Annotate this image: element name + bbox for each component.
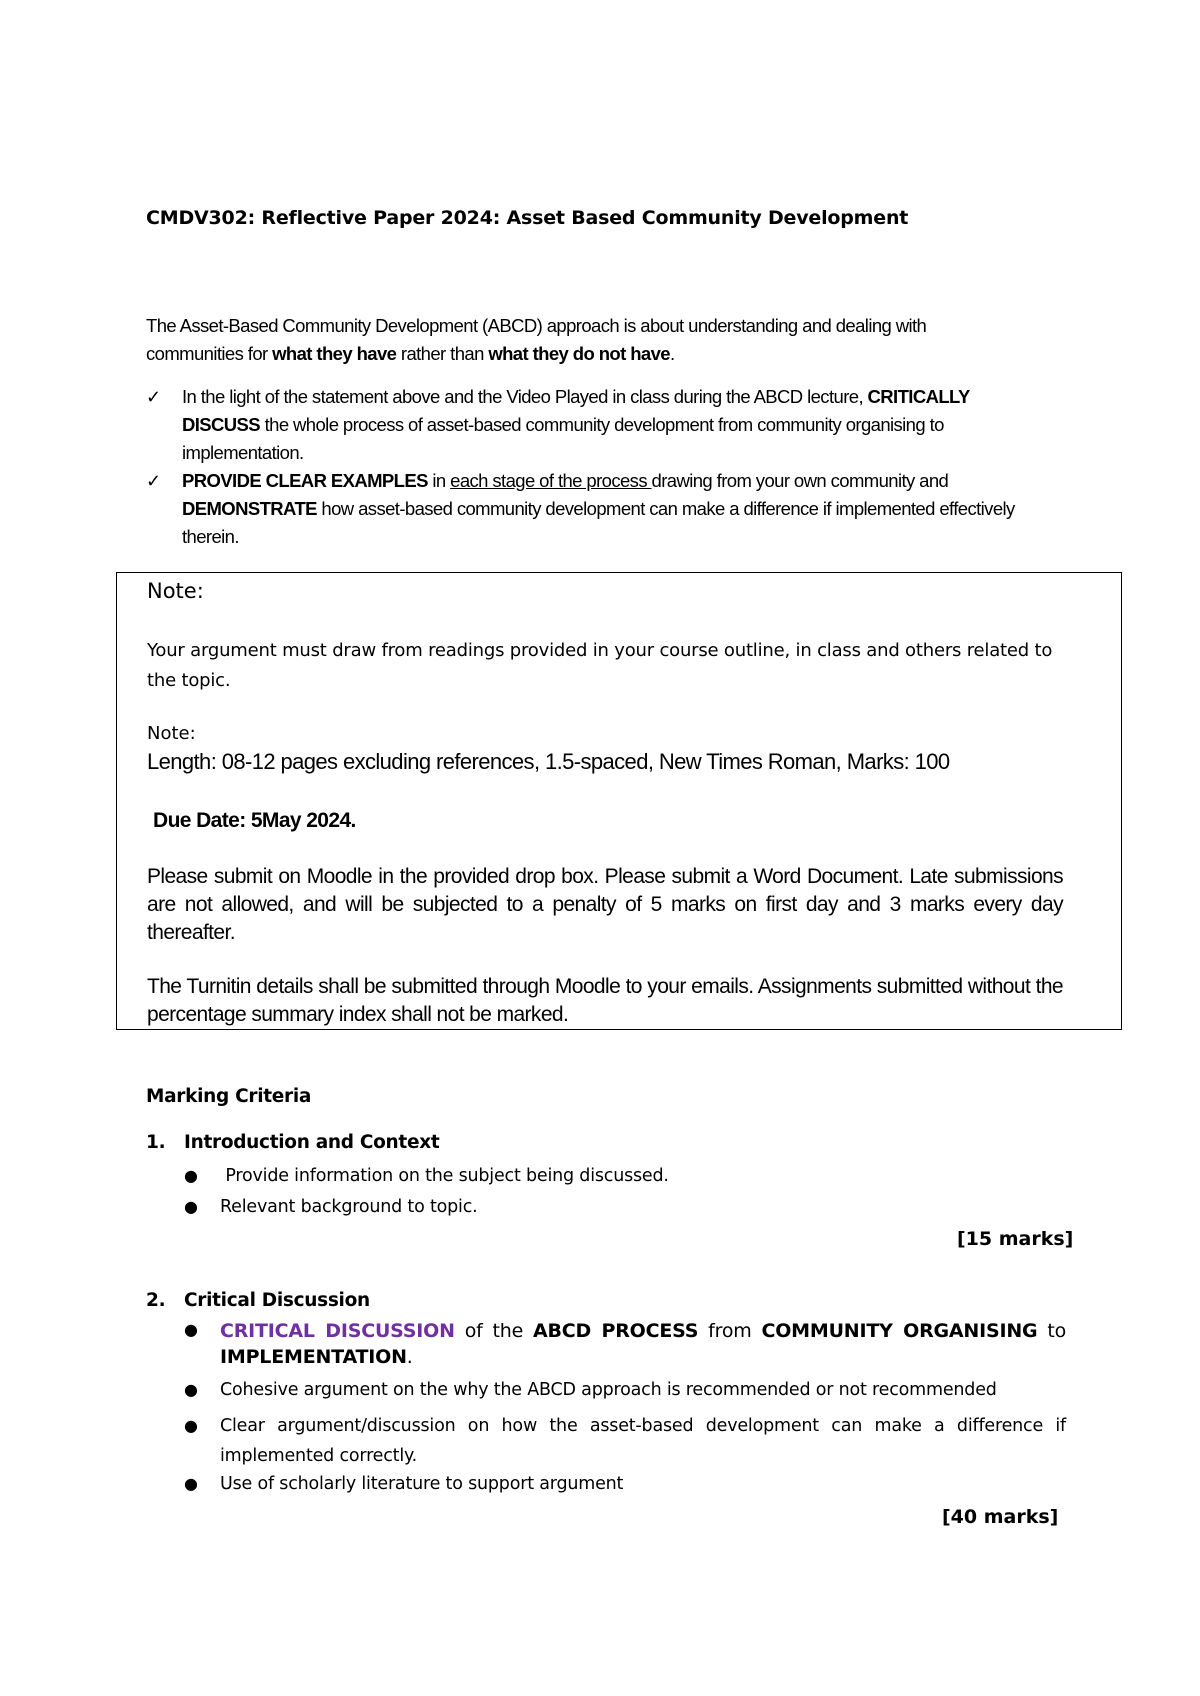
section-number: 2.	[146, 1290, 166, 1311]
section-marks: [40 marks]	[942, 1506, 1059, 1528]
bullet-bold: IMPLEMENTATION	[220, 1346, 407, 1368]
length-requirement: Length: 08-12 pages excluding references, 1.5-spaced, New Times Roman, Marks: 100	[147, 749, 950, 774]
bullet-text: Provide information on the subject being discussed.	[220, 1166, 669, 1186]
submission-instructions: Please submit on Moodle in the provided drop box. Please submit a Word Document. Late submissions are not allowed, and will be subjected to a penalty of 5 marks on first day and 3 marks every day thereafter.	[147, 865, 1063, 944]
note-subheading: Note:	[147, 723, 196, 744]
bullet-text: to	[1047, 1320, 1067, 1342]
note-box	[116, 572, 1122, 1030]
bullet-icon: ●	[184, 1197, 198, 1216]
checklist-text: in	[427, 470, 451, 491]
bullet-icon: ●	[184, 1416, 198, 1435]
checklist-text: the whole process of asset-based community development from community organising to implementation.	[182, 414, 944, 463]
section-title: Critical Discussion	[184, 1290, 370, 1311]
intro-bold-a: what they have	[272, 343, 397, 364]
document-title: CMDV302: Reflective Paper 2024: Asset Based Community Development	[146, 207, 909, 229]
checklist-text: drawing from your own community and	[651, 470, 949, 491]
instruction-checklist	[146, 383, 1046, 551]
bullet-line	[220, 1346, 1066, 1368]
intro-paragraph	[146, 312, 996, 368]
bullet-icon: ●	[184, 1380, 198, 1399]
checkmark-icon: ✓	[146, 387, 161, 407]
intro-text-c: .	[669, 343, 675, 364]
checklist-bold: PROVIDE CLEAR EXAMPLES	[182, 470, 428, 491]
bullet-text: Relevant background to topic.	[220, 1197, 478, 1217]
bullet-bold: COMMUNITY ORGANISING	[761, 1320, 1038, 1342]
checklist-underline: each stage of the process	[450, 470, 652, 491]
checklist-bold: CRITICALLY DISCUSS	[182, 386, 970, 435]
criteria-heading: Marking Criteria	[146, 1086, 312, 1107]
note-argument: Your argument must draw from readings provided in your course outline, in class and others related to the topic.	[147, 640, 1053, 691]
section-number: 1.	[146, 1132, 166, 1153]
due-date: Due Date: 5May 2024.	[153, 809, 356, 832]
bullet-line	[220, 1320, 1066, 1342]
list-item	[184, 1411, 1066, 1471]
list-item	[184, 1380, 997, 1400]
section-marks: [15 marks]	[957, 1228, 1074, 1250]
bullet-text: Clear argument/discussion on how the asset-based development can make a difference if implemented correctly.	[220, 1416, 1066, 1466]
bullet-text: from	[708, 1320, 762, 1342]
bullet-text: Use of scholarly literature to support argument	[220, 1474, 624, 1494]
checklist-item	[146, 467, 1046, 551]
intro-text-a: The Asset-Based Community Development (ABCD) approach is about understanding and dealing with communities for	[146, 315, 927, 364]
turnitin-instructions: The Turnitin details shall be submitted through Moodle to your emails. Assignments submitted without the percentage summary index shall not be marked.	[147, 975, 1063, 1026]
bullet-icon: ●	[184, 1166, 198, 1185]
checklist-text: how asset-based community development can make a difference if implemented effectively therein.	[182, 498, 1015, 547]
bullet-text: of the	[464, 1320, 533, 1342]
list-item	[184, 1166, 669, 1186]
bullet-text: .	[406, 1346, 413, 1368]
list-item	[184, 1197, 478, 1217]
checklist-bold: DEMONSTRATE	[182, 498, 317, 519]
bullet-icon: ●	[184, 1320, 198, 1339]
section-title: Introduction and Context	[184, 1132, 440, 1153]
checklist-text: In the light of the statement above and the Video Played in class during the ABCD lecture,	[182, 386, 868, 407]
note-heading: Note:	[147, 579, 204, 603]
bullet-text: Cohesive argument on the why the ABCD approach is recommended or not recommended	[220, 1380, 997, 1400]
list-item	[184, 1474, 624, 1494]
intro-bold-b: what they do not have	[488, 343, 670, 364]
bullet-bold: ABCD PROCESS	[532, 1320, 699, 1342]
bullet-icon: ●	[184, 1474, 198, 1493]
checklist-item	[146, 383, 1046, 467]
critical-discussion-label: CRITICAL DISCUSSION	[220, 1320, 455, 1342]
intro-text-b: rather than	[396, 343, 489, 364]
checkmark-icon: ✓	[146, 471, 161, 491]
list-item	[184, 1320, 1067, 1368]
